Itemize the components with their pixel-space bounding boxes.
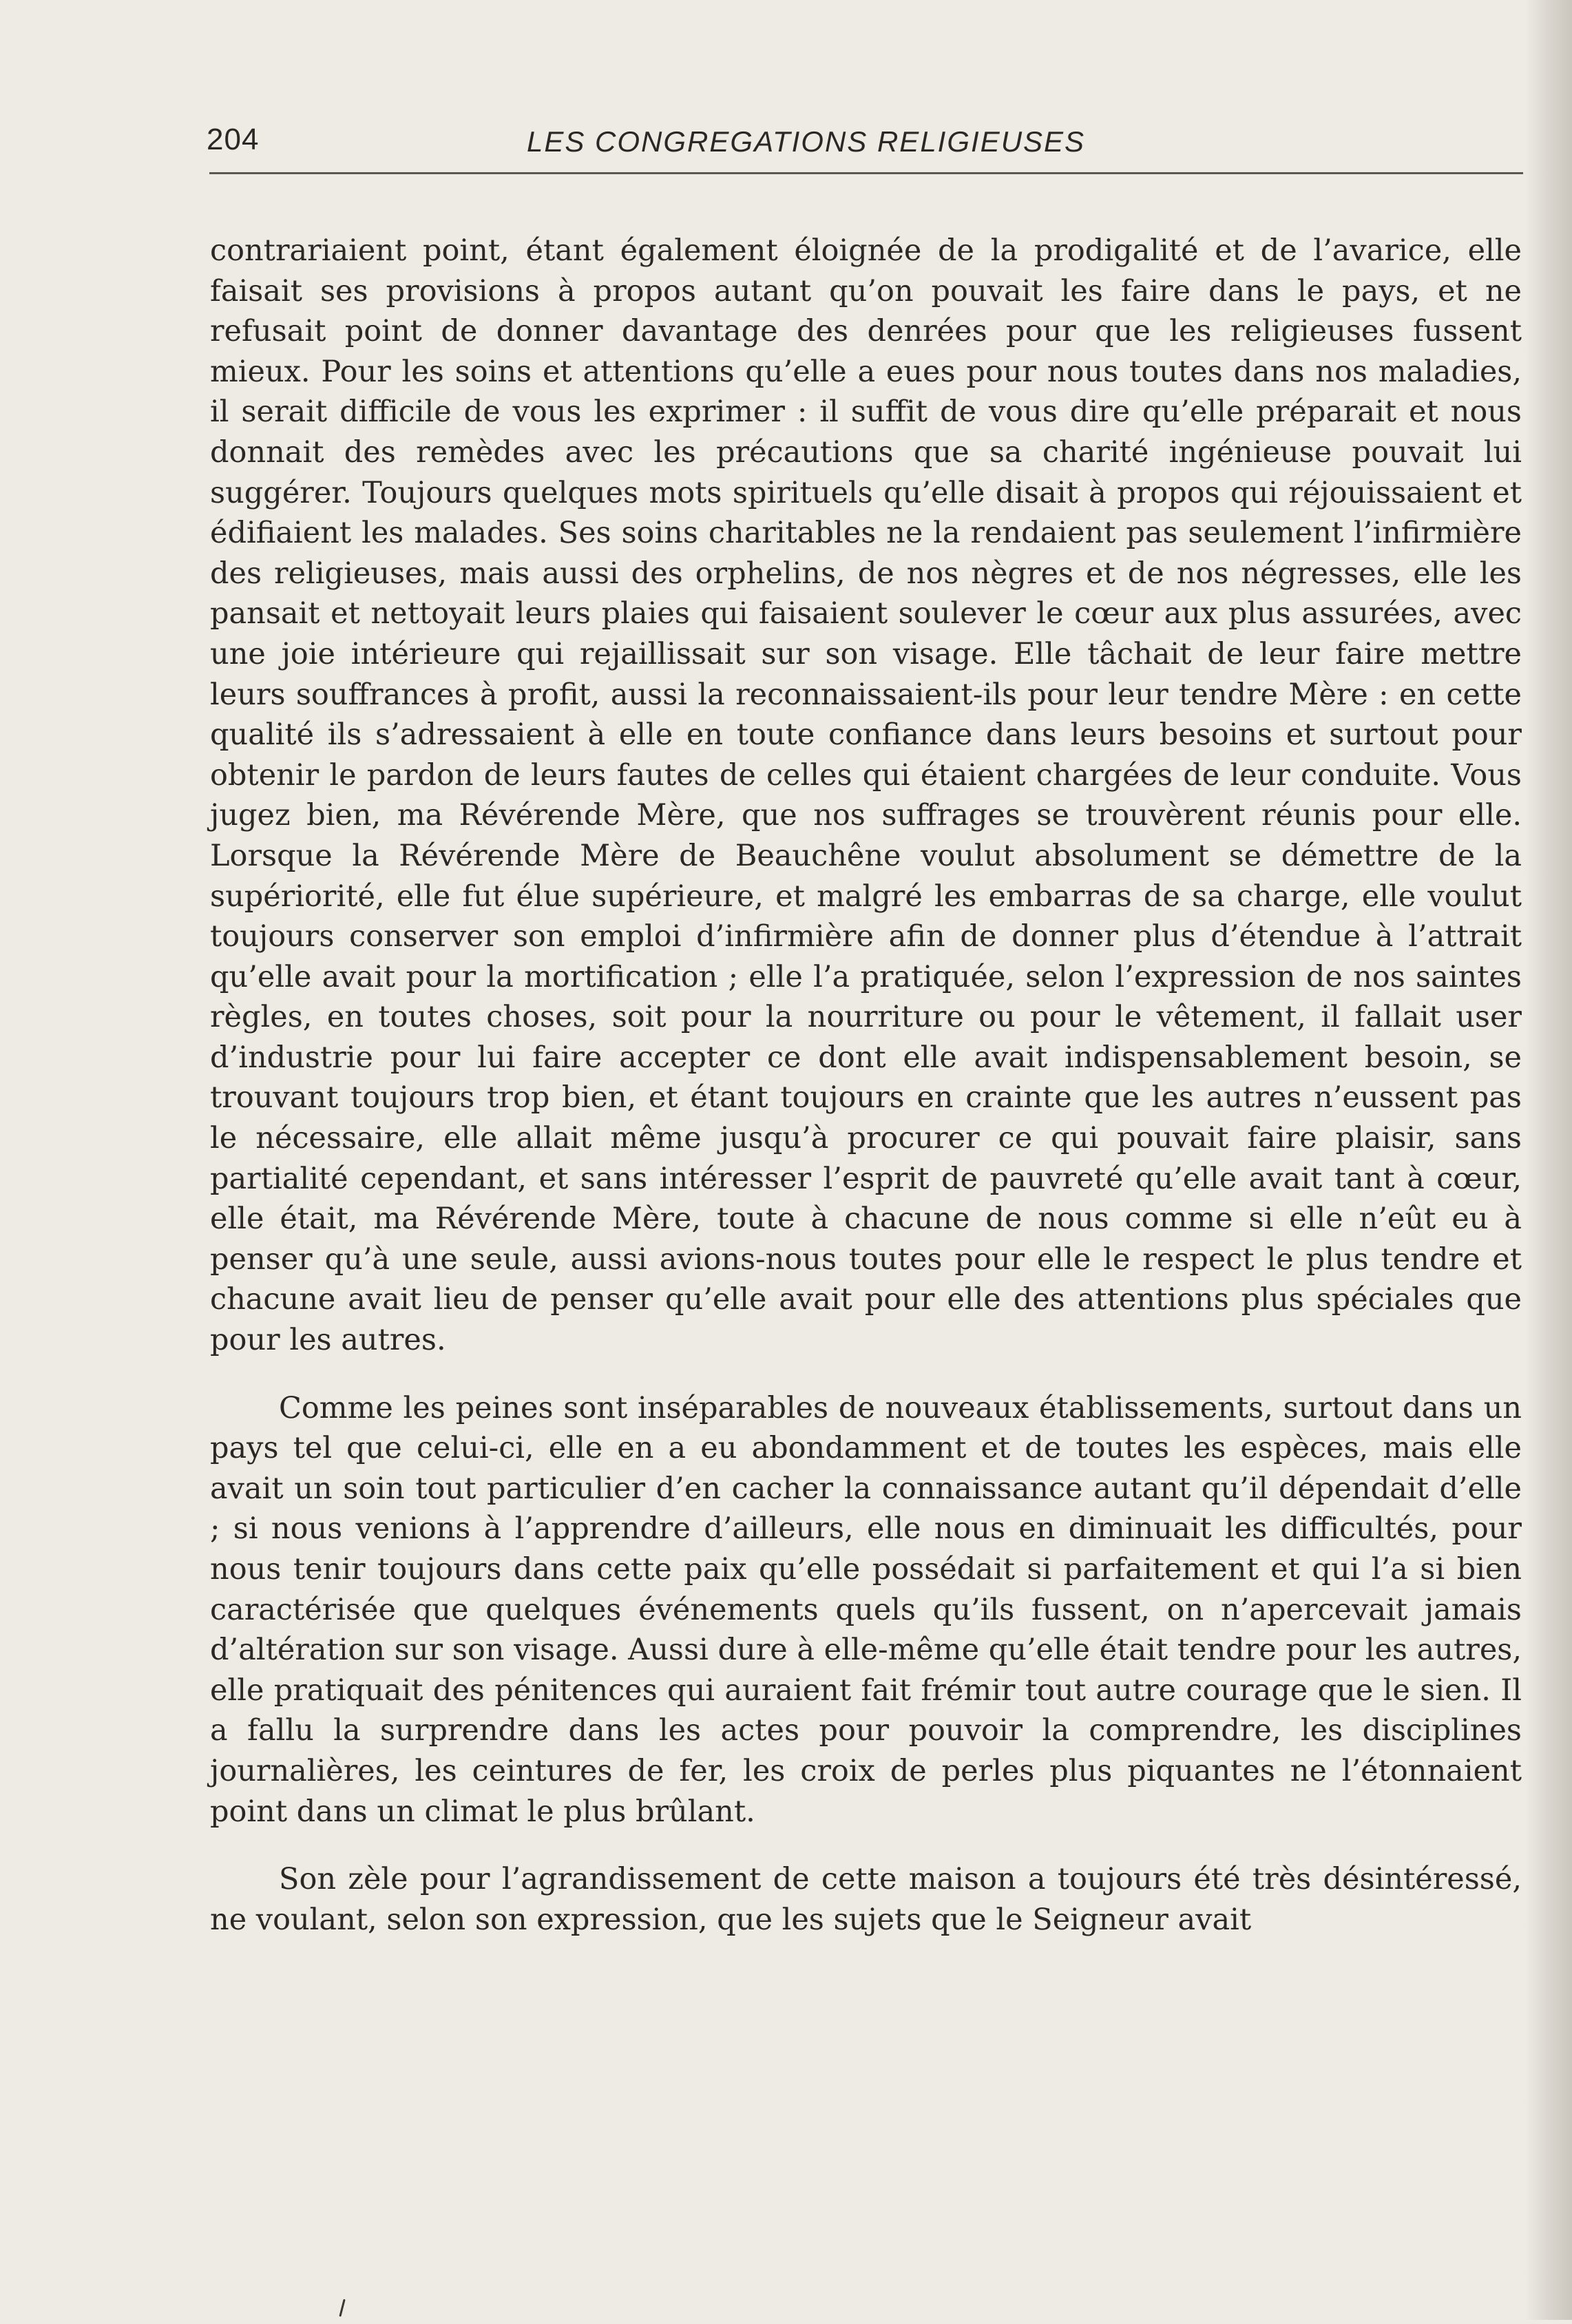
body-text	[210, 231, 1522, 1940]
pencil-mark	[331, 2290, 355, 2324]
paragraph-1: contrariaient point, étant également éloignée de la prodigalité et de l’avarice, elle faisait ses provisions à propos autant qu’on pouvait les faire dans le pays, et ne refusait point de donner davantage des denrées pour que les religieuses fussent mieux. Pour les soins et attentions qu’elle a eues pour nous toutes dans nos maladies, il serait difficile de vous les exprimer : il suffit de vous dire qu’elle préparait et nous donnait des remèdes avec les précautions que sa charité ingénieuse pouvait lui suggérer. Toujours quelques mots spirituels qu’elle disait à propos qui réjouissaient et édifiaient les malades. Ses soins charitables ne la rendaient pas seulement l’infirmière des religieuses, mais aussi des orphelins, de nos nègres et de nos négresses, elle les pansait et nettoyait leurs plaies qui faisaient soulever le cœur aux plus assurées, avec une joie intérieure qui rejaillissait sur son visage. Elle tâchait de leur faire mettre leurs souffrances à profit, aussi la reconnaissaient-ils pour leur tendre Mère : en cette qualité ils s’adressaient à elle en toute confiance dans leurs besoins et surtout pour obtenir le pardon de leurs fautes de celles qui étaient chargées de leur conduite. Vous jugez bien, ma Révérende Mère, que nos suffrages se trouvèrent réunis pour elle. Lorsque la Révérende Mère de Beauchêne voulut absolument se démettre de la supériorité, elle fut élue supérieure, et malgré les embarras de sa charge, elle voulut toujours conserver son emploi d’infirmière afin de donner plus d’étendue à l’attrait qu’elle avait pour la mortification ; elle l’a pratiquée, selon l’expression de nos saintes règles, en toutes choses, soit pour la nourriture ou pour le vêtement, il fallait user d’industrie pour lui faire accepter ce dont elle avait indispensablement besoin, se trouvant toujours trop bien, et étant toujours en crainte que les autres n’eussent pas le nécessaire, elle allait même jusqu’à procurer ce qui pouvait faire plaisir, sans partialité cependant, et sans intéresser l’esprit de pauvreté qu’elle avait tant à cœur, elle était, ma Révérende Mère, toute à chacune de nous comme si elle n’eût eu à penser qu’à une seule, aussi avions-nous toutes pour elle le respect le plus tendre et chacune avait lieu de penser qu’elle avait pour elle des attentions plus spéciales que pour les autres.	[210, 233, 1522, 1358]
page-number: 204	[207, 123, 260, 156]
running-head	[207, 123, 1522, 171]
page-edge-shadow	[1524, 0, 1572, 2320]
paragraph-2: Comme les peines sont inséparables de nouveaux établissements, surtout dans un pays tel que celui-ci, elle en a eu abondamment et de toutes les espèces, mais elle avait un soin tout particulier d’en cacher la connaissance autant qu’il dépendait d’elle ; si nous venions à l’apprendre d’ailleurs, elle nous en diminuait les difficultés, pour nous tenir toujours dans cette paix qu’elle possédait si parfaitement et qui l’a si bien caractérisée que quelques événements quels qu’ils fussent, on n’apercevait jamais d’altération sur son visage. Aussi dure à elle-même qu’elle était tendre pour les autres, elle pratiquait des pénitences qui auraient fait frémir tout autre courage que le sien. Il a fallu la surprendre dans les actes pour pouvoir la comprendre, les disciplines journalières, les ceintures de fer, les croix de perles plus piquantes ne l’étonnaient point dans un climat le plus brûlant.	[210, 1390, 1522, 1829]
header-rule	[209, 172, 1523, 174]
pencil-mark-icon	[333, 2297, 352, 2317]
running-title: LES CONGREGATIONS RELIGIEUSES	[527, 125, 1086, 158]
paragraph-3: Son zèle pour l’agrandissement de cette maison a toujours été très désintéressé, ne voulant, selon son expression, que les sujets que le Seigneur avait	[210, 1862, 1522, 1937]
